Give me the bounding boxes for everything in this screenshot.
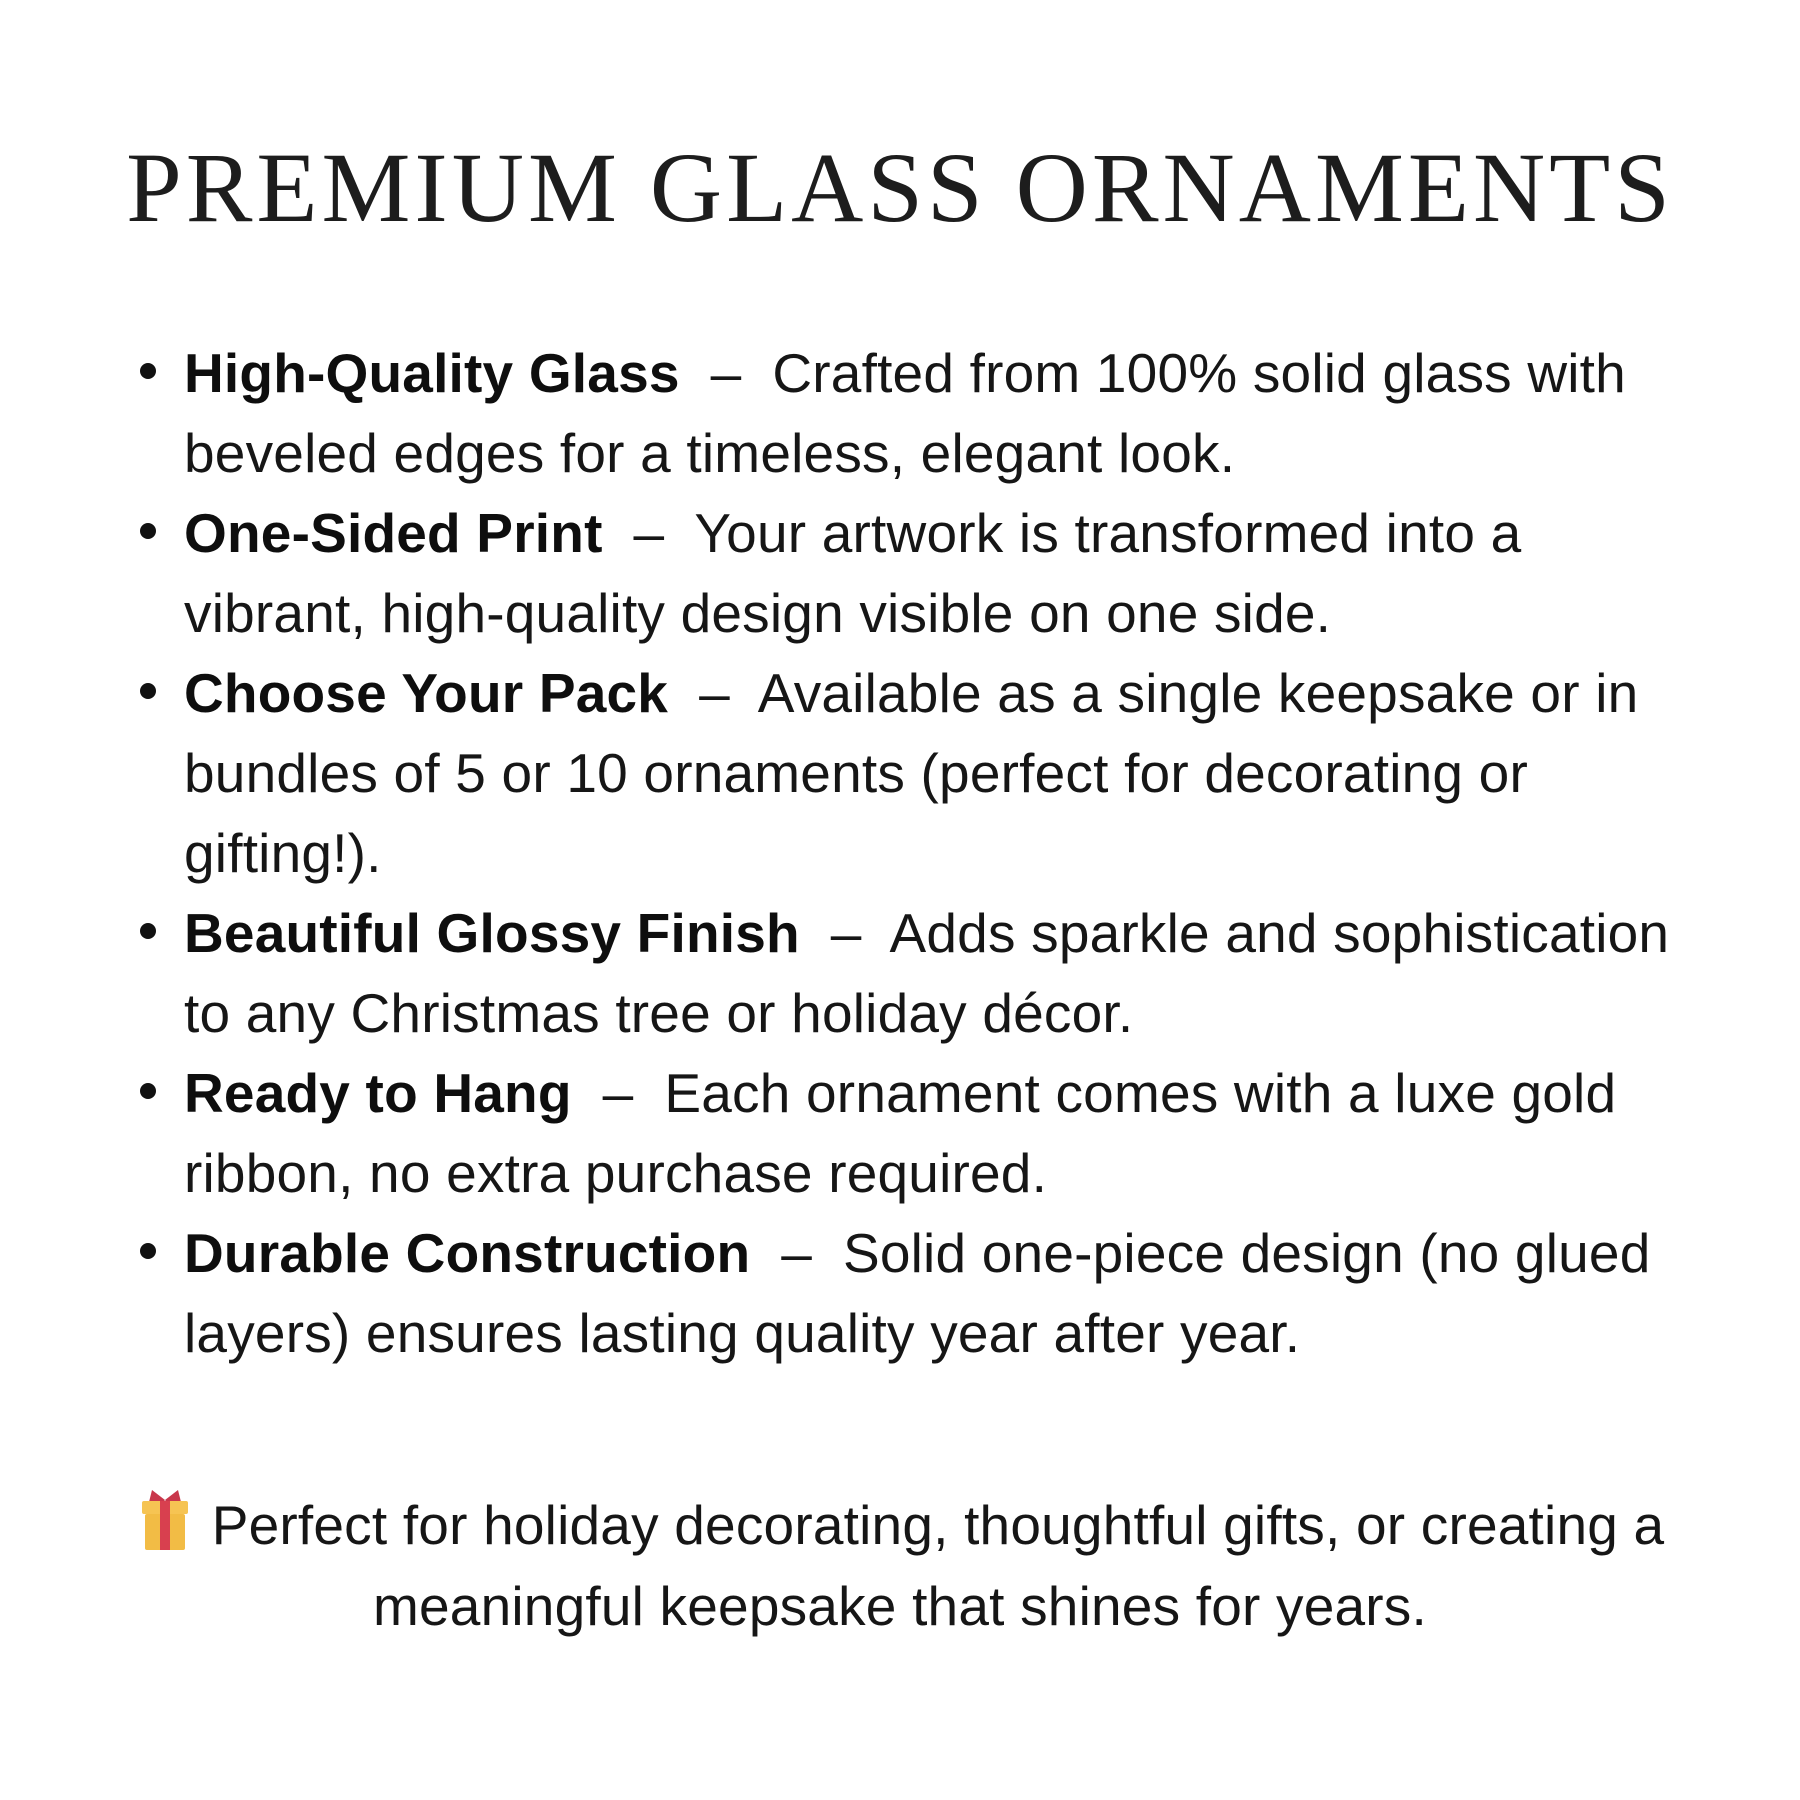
- feature-description: Each ornament comes with a luxe gold ribbon, no extra purchase required.: [184, 1062, 1617, 1204]
- feature-separator: –: [815, 902, 878, 964]
- feature-description: Adds sparkle and sophistication to any Christmas tree or holiday décor.: [184, 902, 1670, 1044]
- feature-separator: –: [618, 502, 680, 564]
- bullet-icon: [140, 683, 156, 699]
- feature-description: Available as a single keepsake or in bundles of 5 or 10 ornaments (perfect for decorating or gifting!).: [184, 662, 1639, 884]
- feature-heading: High-Quality Glass: [184, 342, 680, 404]
- feature-heading: Beautiful Glossy Finish: [184, 902, 800, 964]
- bullet-icon: [140, 1083, 156, 1099]
- feature-separator: –: [683, 662, 746, 724]
- page-title: PREMIUM GLASS ORNAMENTS: [126, 132, 1674, 243]
- feature-separator: –: [695, 342, 757, 404]
- bullet-icon: [140, 363, 156, 379]
- feature-description: Solid one-piece design (no glued layers) ensures lasting quality year after year.: [184, 1222, 1651, 1364]
- feature-list: [120, 333, 1680, 1373]
- list-item: [184, 1053, 1680, 1213]
- feature-heading: One-Sided Print: [184, 502, 603, 564]
- list-item: [184, 1213, 1680, 1373]
- feature-description: Your artwork is transformed into a vibrant, high-quality design visible on one side.: [184, 502, 1522, 644]
- list-item: [184, 333, 1680, 493]
- list-item: [184, 893, 1680, 1053]
- list-item: [184, 653, 1680, 893]
- bullet-icon: [140, 923, 156, 939]
- footer-note: [120, 1485, 1680, 1647]
- bullet-icon: [140, 1243, 156, 1259]
- feature-heading: Durable Construction: [184, 1222, 751, 1284]
- gift-emoji-icon: [136, 1488, 194, 1550]
- feature-separator: –: [765, 1222, 828, 1284]
- list-item: [184, 493, 1680, 653]
- feature-heading: Ready to Hang: [184, 1062, 572, 1124]
- feature-separator: –: [587, 1062, 649, 1124]
- footer-text: Perfect for holiday decorating, thoughtful gifts, or creating a meaningful keepsake that shines for years.: [211, 1494, 1665, 1637]
- feature-heading: Choose Your Pack: [184, 662, 669, 724]
- bullet-icon: [140, 523, 156, 539]
- feature-description: Crafted from 100% solid glass with beveled edges for a timeless, elegant look.: [184, 342, 1626, 484]
